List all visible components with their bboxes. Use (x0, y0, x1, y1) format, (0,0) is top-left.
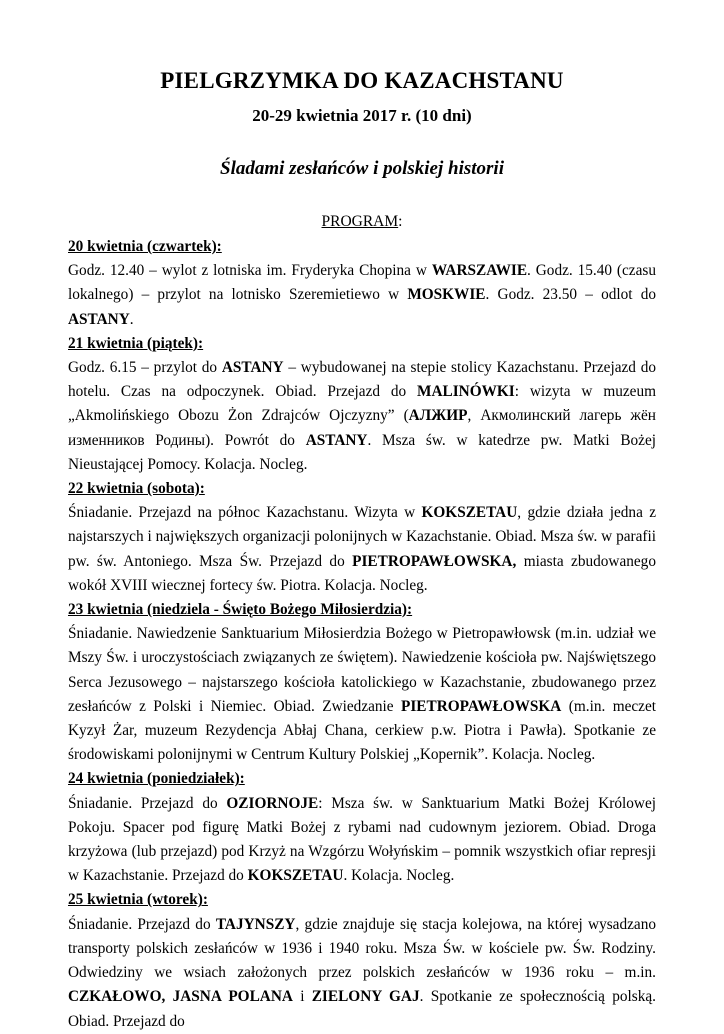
text-run: Godz. 6.15 – przylot do (68, 359, 222, 377)
day-description (68, 356, 656, 477)
text-run: – wybudowanej na stepie stolicy Kazachstanu. Przejazd do hotelu. Czas na odpoczynek. Obiad. Przejazd do (68, 359, 656, 401)
text-run: miasta zbudowanego wokół XVIII wiecznej fortecy św. Piotra. Kolacja. Nocleg. (68, 552, 656, 594)
text-run: , Акмолинский лагерь жён изменников Родины). Powrót do (68, 407, 656, 449)
day-description (68, 259, 656, 332)
text-run: i (292, 988, 312, 1006)
text-run: , gdzie znajduje się stacja kolejowa, na której wysadzano transporty polskich zesłańców w 1936 i 1940 roku. Msza Św. w kościele pw. Św. Rodziny. Odwiedziny we wsiach założonych przez polskich zesłańców w 1936 roku – m.in. (68, 915, 656, 982)
place-name: MOSKWIE (407, 286, 486, 304)
document-title: PIELGRZYMKA DO KAZACHSTANU (160, 68, 564, 93)
day-heading: 21 kwietnia (piątek): (68, 334, 204, 352)
place-name: PIETROPAWŁOWSKA (401, 697, 562, 715)
day-21-april (68, 332, 656, 477)
day-24-april (68, 767, 656, 888)
text-run: Śniadanie. Przejazd do (68, 794, 227, 812)
place-name: WARSZAWIE (431, 262, 528, 280)
text-run: . Godz. 15.40 (czasu lokalnego) – przylot na lotnisko Szeremietiewo w (68, 262, 656, 304)
text-run: . (129, 310, 134, 328)
place-name: CZKAŁOWO, JASNA POLANA (68, 988, 293, 1006)
day-description (68, 622, 656, 767)
document-subtitle: Śladami zesłańców i polskiej historii (220, 158, 504, 179)
day-25-april (68, 888, 656, 1033)
place-name: ASTANY (68, 310, 130, 328)
day-description (68, 792, 656, 889)
text-run: Godz. 12.40 – wylot z lotniska im. Fryderyka Chopina w (68, 262, 432, 280)
program-label (0, 213, 724, 231)
text-run: . Kolacja. Nocleg. (343, 867, 455, 885)
place-name: OZIORNOJE (226, 794, 319, 812)
place-name: PIETROPAWŁOWSKA, (352, 552, 517, 570)
text-run: , gdzie działa jedna z najstarszych i największych organizacji polonijnych w Kazachstanie. Obiad. Msza św. w parafii pw. św. Antoniego. Msza Św. Przejazd do (68, 504, 656, 570)
day-heading: 22 kwietnia (sobota): (68, 480, 205, 498)
text-run: . Spotkanie ze społecznością polską. Obiad. Przejazd do (68, 988, 656, 1030)
day-heading: 25 kwietnia (wtorek): (68, 891, 208, 909)
day-23-april (68, 598, 656, 767)
day-heading: 24 kwietnia (poniedziałek): (68, 770, 245, 788)
text-run: : Msza św. w Sanktuarium Matki Bożej Królowej Pokoju. Spacer pod figurę Matki Bożej z rybami nad cudownym jeziorem. Obiad. Droga krzyżowa (lub przejazd) pod Krzyż na Wzgórzu Wołyńskim – pomnik wszystkich ofiar represji w Kazachstanie. Przejazd do (68, 794, 656, 885)
day-heading: 20 kwietnia (czwartek): (68, 238, 222, 255)
text-run: . Msza św. w katedrze pw. Matki Bożej Nieustającej Pomocy. Kolacja. Nocleg. (68, 431, 657, 473)
place-name: ZIELONY GAJ (311, 988, 420, 1006)
day-22-april (68, 477, 656, 598)
place-name: АЛЖИР (408, 407, 468, 425)
place-name: MALINÓWKI (417, 383, 515, 401)
day-description (68, 913, 656, 1034)
place-name: ASTANY (305, 431, 368, 449)
day-20-april (68, 235, 656, 332)
text-run: (m.in. meczet Kyzył Żar, muzeum Rezydencja Abłaj Chana, cerkiew p.w. Piotra i Pawła). Spotkanie ze środowiskami polonijnymi w Centrum Kultury Polskiej „Kopernik”. Kolacja. Nocleg. (68, 697, 657, 764)
program-label-colon: : (398, 213, 403, 230)
place-name: KOKSZETAU (421, 504, 518, 522)
text-run: . Godz. 23.50 – odlot do (485, 286, 656, 304)
day-description (68, 501, 656, 598)
text-run: Śniadanie. Nawiedzenie Sanktuarium Miłosierdzia Bożego w Pietropawłowsk (m.in. udział we Mszy Św. i uroczystościach związanych ze świętem). Nawiedzenie kościoła pw. Najświętszego Serca Jezusowego – najstarszego kościoła katolickiego w Kazachstanie, zbudowanego przez zesłańców z Polski i Niemiec. Obiad. Zwiedzanie (68, 625, 656, 715)
trip-dates: 20-29 kwietnia 2017 r. (10 dni) (252, 106, 472, 125)
place-name: TAJYNSZY (215, 915, 296, 933)
program-content (68, 235, 656, 1034)
text-run: Śniadanie. Przejazd na północ Kazachstanu. Wizyta w (68, 504, 422, 522)
place-name: KOKSZETAU (247, 867, 344, 885)
text-run: Śniadanie. Przejazd do (68, 915, 216, 933)
text-run: : wizyta w muzeum „Akmolińskiego Obozu Żon Zdrajców Ojczyzny” ( (68, 383, 656, 425)
program-label-text: PROGRAM (321, 213, 399, 230)
day-heading: 23 kwietnia (niedziela - Święto Bożego Miłosierdzia): (68, 601, 413, 619)
place-name: ASTANY (221, 359, 284, 377)
